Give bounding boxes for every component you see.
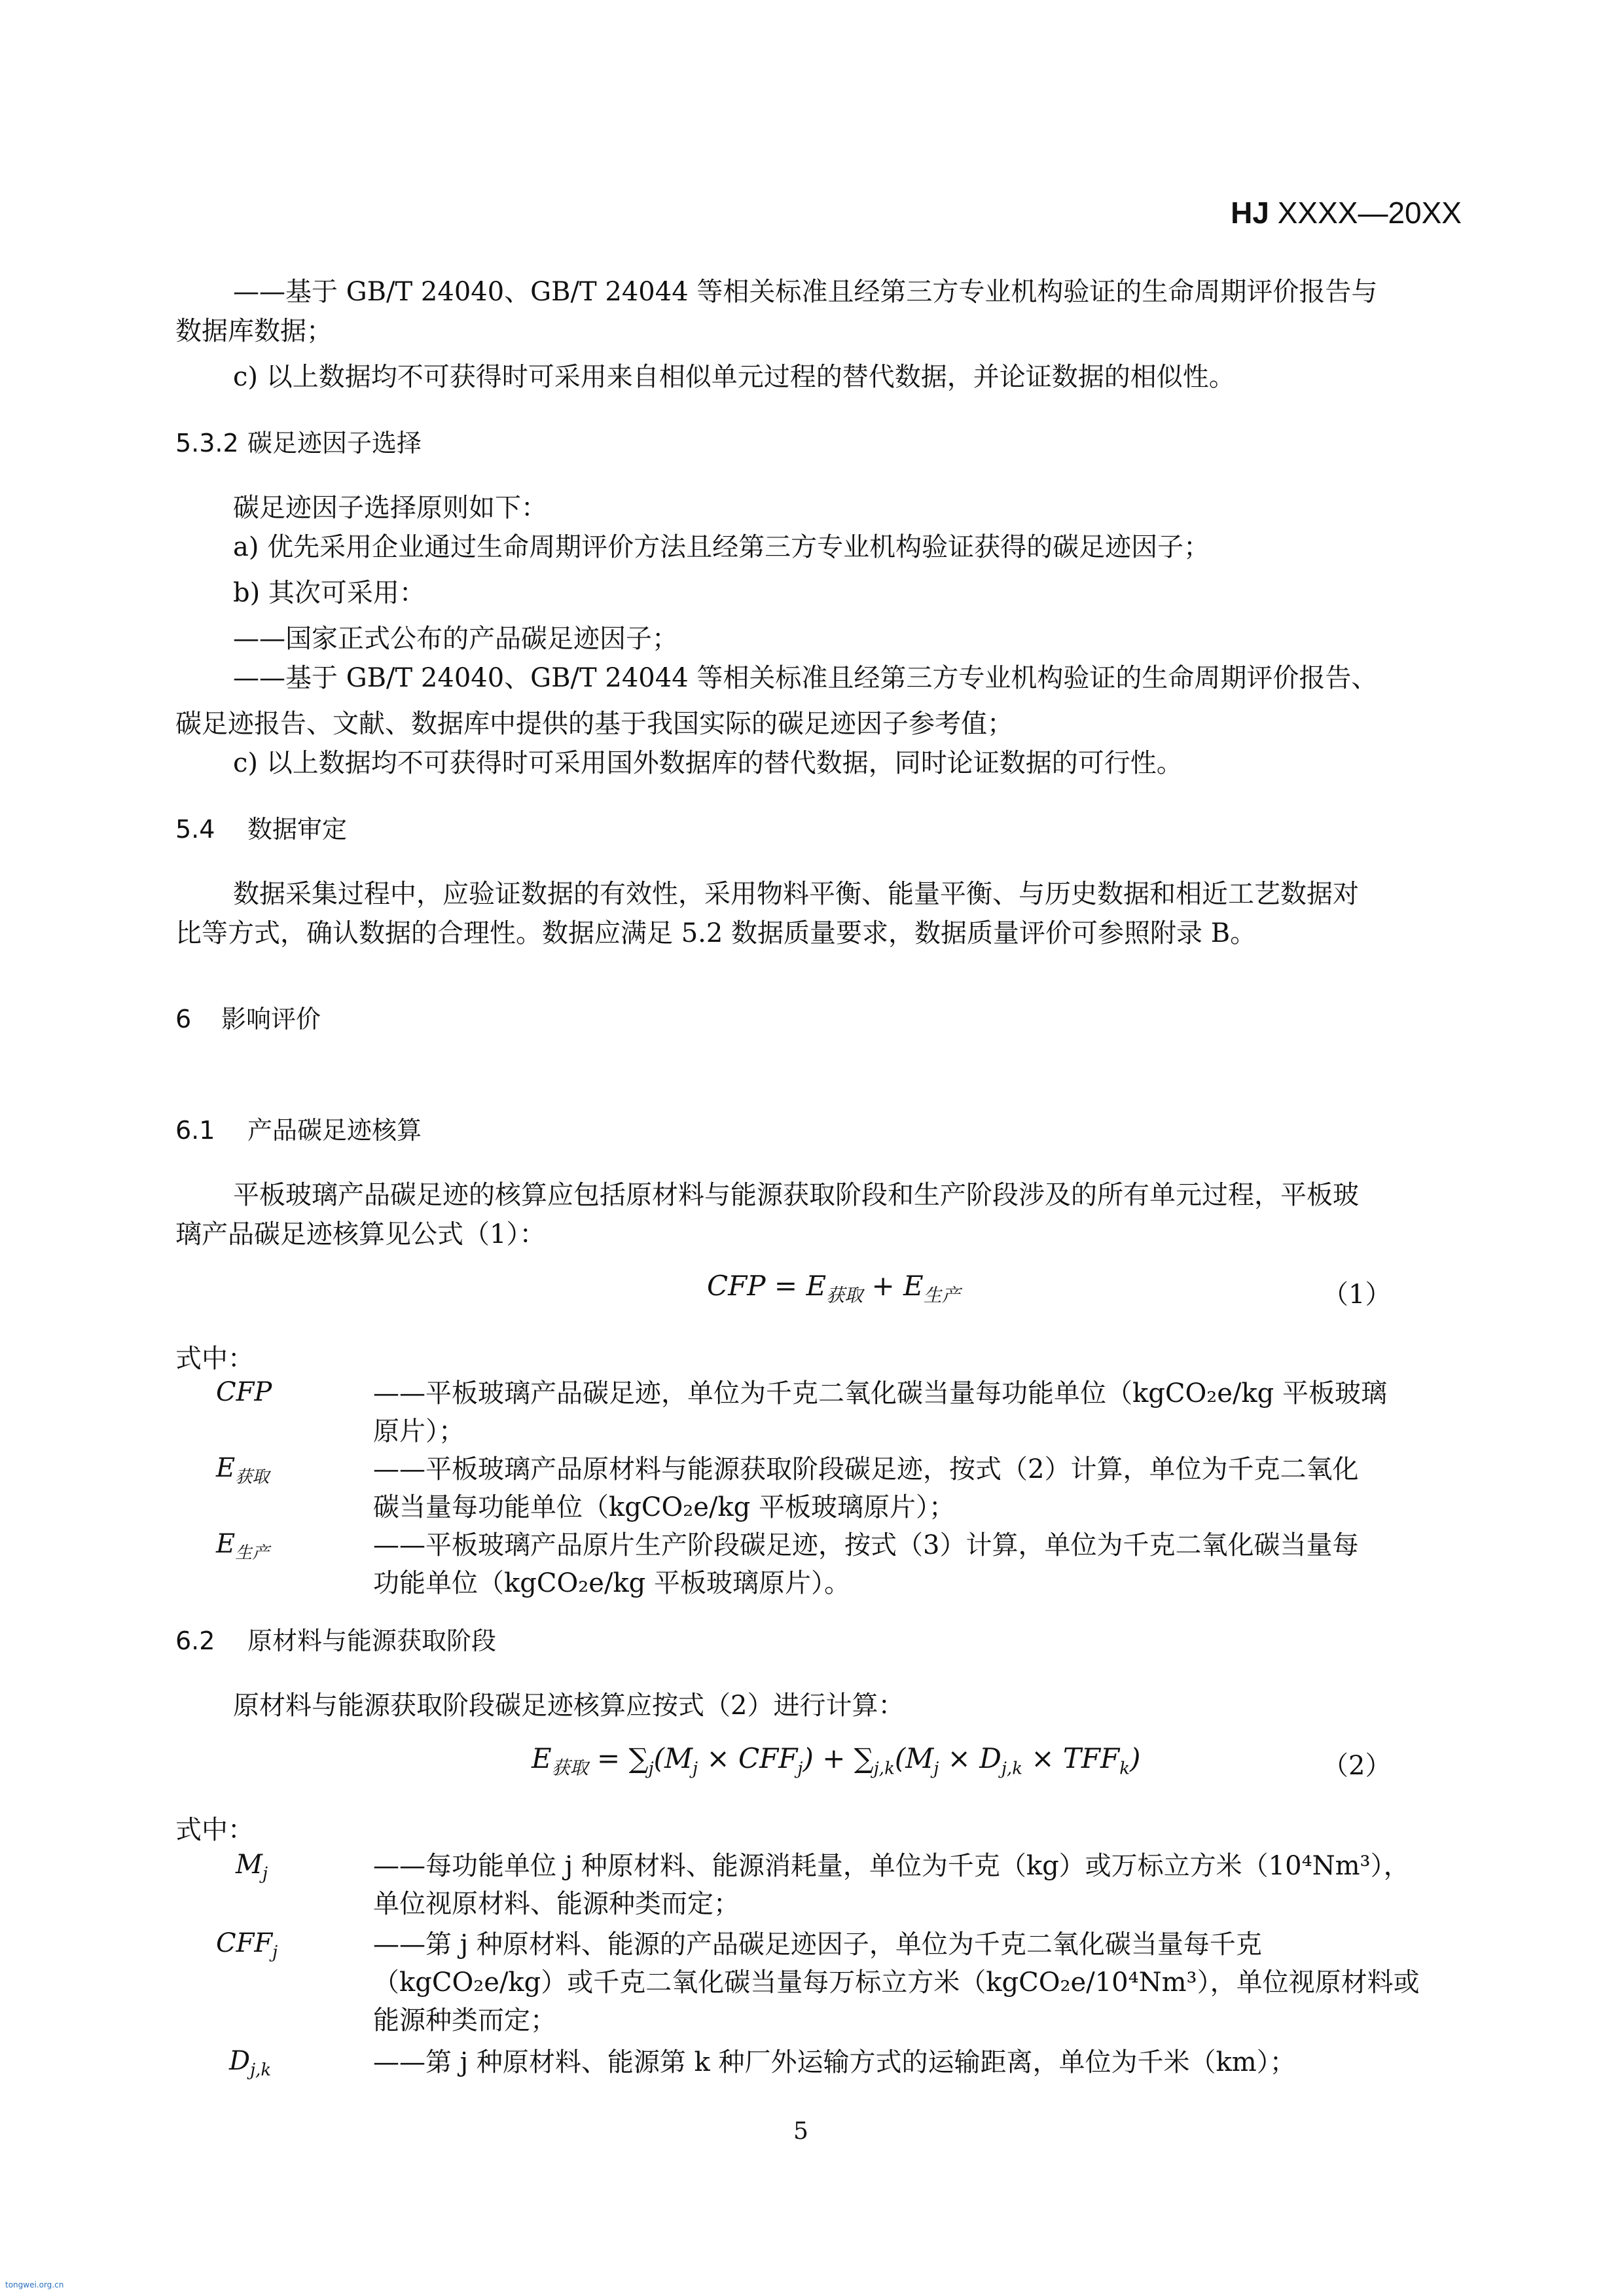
paragraph-line: c) 以上数据均不可获得时可采用国外数据库的替代数据，同时论证数据的可行性。 (233, 748, 1183, 778)
paragraph-line: b) 其次可采用： (233, 578, 425, 608)
paragraph-line: 平板玻璃产品碳足迹的核算应包括原材料与能源获取阶段和生产阶段涉及的所有单元过程，平板玻 (233, 1180, 1359, 1210)
paragraph-line: 碳足迹报告、文献、数据库中提供的基于我国实际的碳足迹因子参考值； (175, 709, 1013, 739)
paragraph-line: c) 以上数据均不可获得时可采用来自相似单元过程的替代数据，并论证数据的相似性。 (233, 362, 1235, 392)
paragraph-line: ——基于 GB/T 24040、GB/T 24044 等相关标准且经第三方专业机构验证的生命周期评价报告、 (233, 663, 1378, 693)
definition-line: ——平板玻璃产品原片生产阶段碳足迹，按式（3）计算，单位为千克二氧化碳当量每 (373, 1530, 1359, 1560)
definition-line: 功能单位（kgCO₂e/kg 平板玻璃原片）。 (373, 1568, 850, 1598)
equation-number: （1） (1322, 1280, 1392, 1310)
paragraph-line: 原材料与能源获取阶段碳足迹核算应按式（2）进行计算： (233, 1691, 905, 1721)
section-heading-5-3-2: 5.3.2 碳足迹因子选择 (175, 429, 422, 457)
equation-2: $E_{获取} = \sum_j(M_j \times CFF_j) + \sum_{j,k}(M_j \times D_{j,k} \times TFF_k)$ (532, 1742, 1141, 1779)
equation-number: （2） (1322, 1751, 1392, 1781)
watermark: tongwei.org.cn (5, 2280, 64, 2289)
paragraph-line: 碳足迹因子选择原则如下： (233, 493, 547, 523)
section-heading-6-1: 6.1 产品碳足迹核算 (175, 1116, 422, 1145)
symbol-m-j: $M_j$ (236, 1850, 268, 1884)
paragraph-line: 数据库数据； (175, 316, 333, 346)
symbol-e-shengchan: $E_{生产}$ (216, 1529, 270, 1563)
definition-line: ——平板玻璃产品碳足迹，单位为千克二氧化碳当量每功能单位（kgCO₂e/kg 平板玻璃 (373, 1378, 1387, 1408)
paragraph-line: a) 优先采用企业通过生命周期评价方法且经第三方专业机构验证获得的碳足迹因子； (233, 532, 1210, 562)
definition-line: ——每功能单位 j 种原材料、能源消耗量，单位为千克（kg）或万标立方米（10⁴Nm³）， (373, 1851, 1410, 1881)
paragraph-line: 数据采集过程中，应验证数据的有效性，采用物料平衡、能量平衡、与历史数据和相近工艺数据对 (233, 879, 1359, 909)
section-heading-5-4: 5.4 数据审定 (175, 815, 348, 844)
paragraph-line: 比等方式，确认数据的合理性。数据应满足 5.2 数据质量要求，数据质量评价可参照附录 B。 (175, 918, 1257, 948)
section-heading-6: 6 影响评价 (175, 1005, 321, 1033)
page-number: 5 (793, 2118, 808, 2145)
where-label: 式中： (175, 1344, 254, 1374)
paragraph-line: ——国家正式公布的产品碳足迹因子； (233, 624, 678, 654)
where-label: 式中： (175, 1815, 254, 1845)
definition-line: 碳当量每功能单位（kgCO₂e/kg 平板玻璃原片）； (373, 1492, 955, 1522)
symbol-d-jk: $D_{j,k}$ (229, 2046, 272, 2080)
definition-line: 原片）； (373, 1416, 465, 1446)
symbol-cff-j: $CFF_j$ (216, 1928, 278, 1962)
standard-code-header: HJ XXXX—20XX (1231, 196, 1462, 230)
definition-line: （kgCO₂e/kg）或千克二氧化碳当量每万标立方米（kgCO₂e/10⁴Nm³），单位视原材料或 (373, 1967, 1420, 1998)
symbol-e-huoqu: $E_{获取}$ (216, 1453, 270, 1487)
equation-1: CFP = $E_{获取} + E_{生产}$ (707, 1270, 960, 1306)
definition-line: 单位视原材料、能源种类而定； (373, 1889, 740, 1919)
definition-line: ——第 j 种原材料、能源的产品碳足迹因子，单位为千克二氧化碳当量每千克 (373, 1929, 1262, 1960)
symbol-cfp: CFP (216, 1377, 272, 1407)
paragraph-line: 璃产品碳足迹核算见公式（1）： (175, 1219, 546, 1249)
section-heading-6-2: 6.2 原材料与能源获取阶段 (175, 1626, 497, 1655)
definition-line: 能源种类而定； (373, 2005, 556, 2036)
definition-line: ——平板玻璃产品原材料与能源获取阶段碳足迹，按式（2）计算，单位为千克二氧化 (373, 1454, 1359, 1484)
paragraph-line: ——基于 GB/T 24040、GB/T 24044 等相关标准且经第三方专业机构验证的生命周期评价报告与 (233, 277, 1378, 307)
definition-line: ——第 j 种原材料、能源第 k 种厂外运输方式的运输距离，单位为千米（km）； (373, 2047, 1296, 2077)
